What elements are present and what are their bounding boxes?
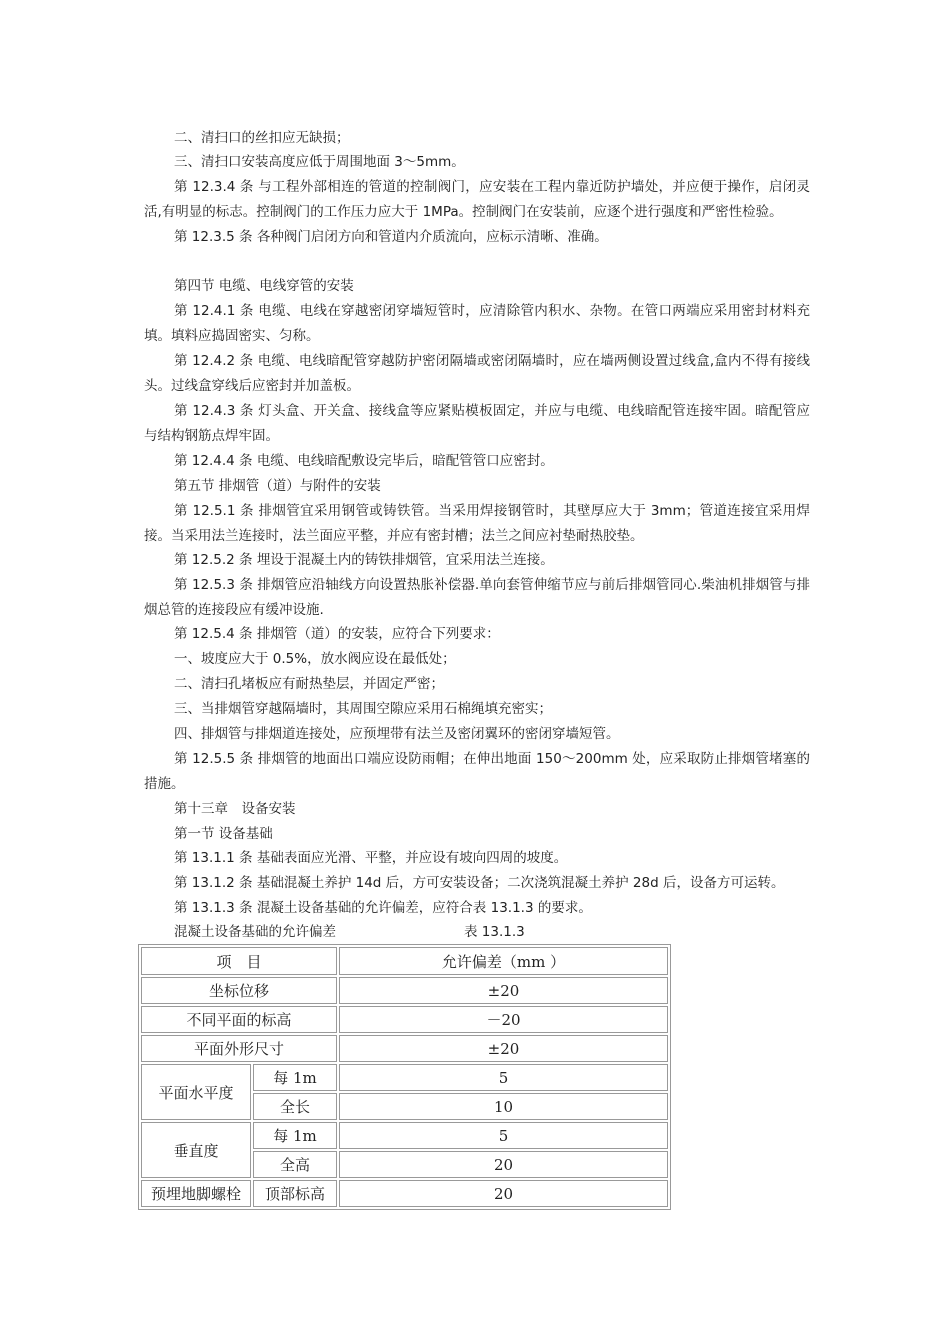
table-row [141, 977, 668, 1004]
cell-item: 不同平面的标高 [141, 1006, 337, 1033]
cell-subitem: 每 1m [253, 1122, 337, 1149]
table-caption [174, 920, 594, 944]
table-header-row [141, 947, 668, 975]
clause-12-5-2: 第 12.5.2 条 埋设于混凝土内的铸铁排烟管，宜采用法兰连接。 [174, 552, 554, 568]
list-item: 三、当排烟管穿越隔墙时，其周围空隙应采用石棉绳填充密实； [174, 701, 552, 717]
cell-item: 平面外形尺寸 [141, 1035, 337, 1062]
cell-value: 20 [339, 1151, 668, 1178]
paragraph: 三、清扫口安装高度应低于周围地面 3～5mm。 [174, 154, 465, 170]
cell-subitem: 顶部标高 [253, 1180, 337, 1207]
clause-12-5-3: 第 12.5.3 条 排烟管应沿轴线方向设置热胀补偿器.单向套管伸缩节应与前后排烟管同心.柴油机排烟管与排烟总管的连接段应有缓冲设施. [144, 577, 810, 618]
clause-13-1-2: 第 13.1.2 条 基础混凝土养护 14d 后，方可安装设备；二次浇筑混凝土养护 28d 后，设备方可运转。 [174, 875, 785, 891]
section-heading: 第五节 排烟管（道）与附件的安装 [174, 478, 381, 494]
chapter-heading: 第十三章 设备安装 [174, 801, 296, 817]
clause-12-3-5: 第 12.3.5 条 各种阀门启闭方向和管道内介质流向，应标示清晰、准确。 [174, 229, 608, 245]
cell-value: 10 [339, 1093, 668, 1120]
clause-12-4-2: 第 12.4.2 条 电缆、电线暗配管穿越防护密闭隔墙或密闭隔墙时，应在墙两侧设置过线盒,盒内不得有接线头。过线盒穿线后应密封并加盖板。 [144, 353, 810, 394]
cell-value: 5 [339, 1122, 668, 1149]
table-row [141, 1006, 668, 1033]
clause-12-4-1: 第 12.4.1 条 电缆、电线在穿越密闭穿墙短管时，应清除管内积水、杂物。在管口两端应采用密封材料充填。填料应捣固密实、匀称。 [144, 303, 810, 344]
cell-value: 5 [339, 1064, 668, 1091]
table-title: 混凝土设备基础的允许偏差 [174, 924, 336, 940]
header-item: 项 目 [141, 947, 337, 975]
tolerance-table [138, 944, 671, 1210]
header-value: 允许偏差（mm ） [339, 947, 668, 975]
cell-value: －20 [339, 1006, 668, 1033]
clause-12-4-3: 第 12.4.3 条 灯头盒、开关盒、接线盒等应紧贴模板固定，并应与电缆、电线暗配管连接牢固。暗配管应与结构钢筋点焊牢固。 [144, 403, 810, 444]
section-heading: 第一节 设备基础 [174, 826, 273, 842]
cell-item: 坐标位移 [141, 977, 337, 1004]
cell-value: ±20 [339, 1035, 668, 1062]
list-item: 四、排烟管与排烟道连接处，应预埋带有法兰及密闭翼环的密闭穿墙短管。 [174, 726, 620, 742]
table-number: 表 13.1.3 [464, 924, 525, 940]
table-row [141, 1064, 668, 1091]
list-item: 二、清扫孔堵板应有耐热垫层，并固定严密； [174, 676, 444, 692]
clause-12-3-4: 第 12.3.4 条 与工程外部相连的管道的控制阀门，应安装在工程内靠近防护墙处，并应便于操作，启闭灵活,有明显的标志。控制阀门的工作压力应大于 1MPa。控制阀门在安装前，应逐个进行强度和严密性检验。 [144, 179, 810, 220]
clause-12-5-5: 第 12.5.5 条 排烟管的地面出口端应设防雨帽；在伸出地面 150～200mm 处，应采取防止排烟管堵塞的措施。 [144, 751, 810, 792]
table-row [141, 1180, 668, 1207]
paragraph: 二、清扫口的丝扣应无缺损； [174, 130, 350, 146]
cell-value: 20 [339, 1180, 668, 1207]
clause-12-4-4: 第 12.4.4 条 电缆、电线暗配敷设完毕后，暗配管管口应密封。 [174, 453, 554, 469]
cell-value: ±20 [339, 977, 668, 1004]
cell-subitem: 全长 [253, 1093, 337, 1120]
section-heading: 第四节 电缆、电线穿管的安装 [174, 278, 354, 294]
cell-subitem: 每 1m [253, 1064, 337, 1091]
table-row [141, 1122, 668, 1149]
table-row [141, 1035, 668, 1062]
cell-subitem: 全高 [253, 1151, 337, 1178]
cell-item: 预埋地脚螺栓 [141, 1180, 251, 1207]
clause-13-1-3: 第 13.1.3 条 混凝土设备基础的允许偏差，应符合表 13.1.3 的要求。 [174, 900, 592, 916]
cell-group: 垂直度 [141, 1122, 251, 1178]
clause-13-1-1: 第 13.1.1 条 基础表面应光滑、平整，并应设有坡向四周的坡度。 [174, 850, 568, 866]
clause-12-5-4: 第 12.5.4 条 排烟管（道）的安装，应符合下列要求： [174, 626, 500, 642]
list-item: 一、坡度应大于 0.5%，放水阀应设在最低处； [174, 651, 456, 667]
clause-12-5-1: 第 12.5.1 条 排烟管宜采用钢管或铸铁管。当采用焊接钢管时，其壁厚应大于 3mm；管道连接宜采用焊接。当采用法兰连接时，法兰面应平整，并应有密封槽；法兰之间应衬垫耐热胶垫。 [144, 503, 810, 544]
cell-group: 平面水平度 [141, 1064, 251, 1120]
